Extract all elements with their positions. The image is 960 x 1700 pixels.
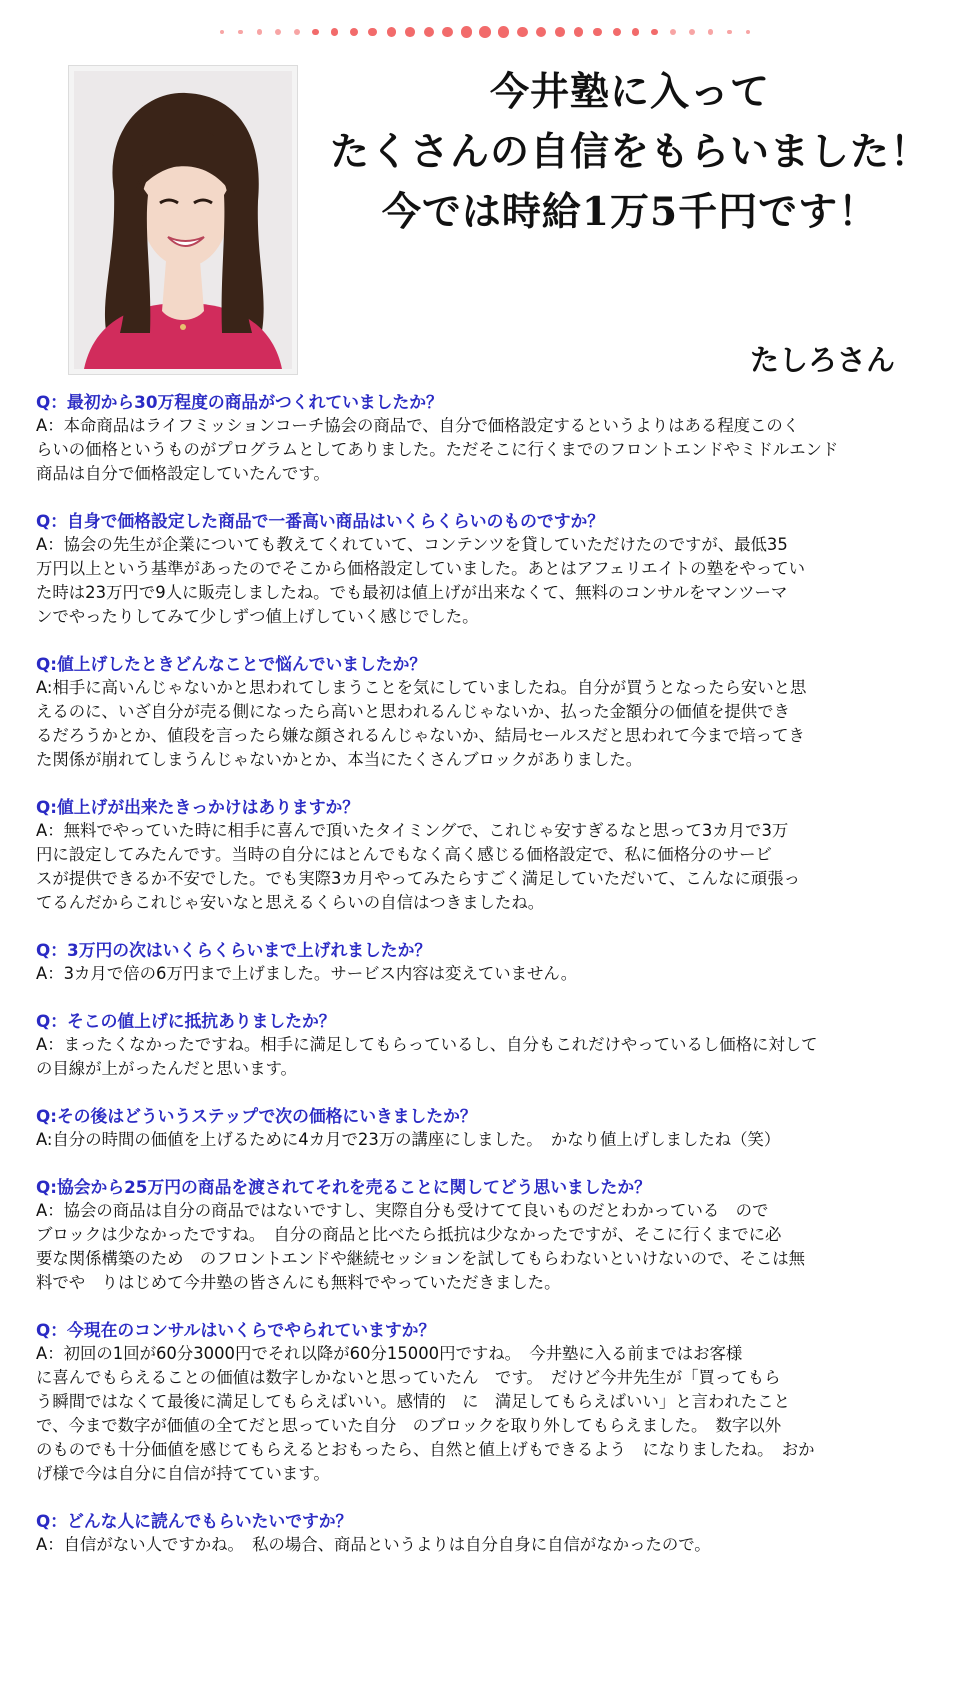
qa-item	[36, 938, 942, 986]
question: Q:協会から25万円の商品を渡されてそれを売ることに関してどう思いましたか？	[36, 1177, 651, 1197]
decorative-dot	[727, 30, 732, 35]
answer-line: ンでやったりしてみて少しずつ値上げしていく感じでした。	[36, 607, 479, 626]
qa-item	[36, 795, 942, 915]
answer-line: A：協会の先生が企業についても教えてくれていて、コンテンツを貸していただけたのですが、最低35	[36, 535, 788, 554]
answer-line: A：3カ月で倍の6万円まで上げました。サービス内容は変えていません。	[36, 964, 578, 983]
answer-line: た関係が崩れてしまうんじゃないかとか、本当にたくさんブロックがありました。	[36, 750, 643, 769]
qa-item	[36, 652, 942, 772]
answer-line: のものでも十分価値を感じてもらえるとおもったら、自然と値上げもできるよう になりましたね。 おか	[36, 1440, 815, 1459]
decorative-dot	[424, 27, 434, 37]
qa-item	[36, 1104, 942, 1152]
decorative-dot	[257, 29, 262, 34]
qa-list	[36, 390, 942, 1580]
answer-line: ブロックは少なかったですね。 自分の商品と比べたら抵抗は少なかったですが、そこに行くまでに必	[36, 1225, 782, 1244]
question: Q:値上げが出来たきっかけはありますか？	[36, 797, 360, 817]
answer-line: A：協会の商品は自分の商品ではないですし、実際自分も受けてて良いものだとわかっている ので	[36, 1201, 769, 1220]
answer-line: た時は23万円で9人に販売しましたね。でも最初は値上げが出来なくて、無料のコンサルをマンツーマ	[36, 583, 788, 602]
answer-line: A：本命商品はライフミッションコーチ協会の商品で、自分で価格設定するというよりはある程度このく	[36, 416, 800, 435]
decorative-dot	[387, 27, 396, 36]
decorative-dot	[442, 27, 453, 38]
decorative-dot	[746, 30, 750, 34]
decorative-dot-divider	[0, 24, 960, 40]
decorative-dot	[689, 29, 695, 35]
answer-line: A：初回の1回が60分3000円でそれ以降が60分15000円ですね。 今井塾に入る前まではお客様	[36, 1344, 743, 1363]
question: Q：どんな人に読んでもらいたいですか？	[36, 1511, 353, 1531]
answer	[36, 1533, 942, 1557]
question: Q:その後はどういうステップで次の価格にいきましたか？	[36, 1106, 477, 1126]
answer-line: らいの価格というものがプログラムとしてありました。ただそこに行くまでのフロントエンドやミドルエンド	[36, 440, 839, 459]
decorative-dot	[613, 28, 621, 36]
answer-line: に喜んでもらえることの価値は数字しかないと思っていたん です。 だけど今井先生が「買ってもら	[36, 1368, 781, 1387]
qa-item	[36, 509, 942, 629]
qa-item	[36, 1175, 942, 1295]
decorative-dot	[294, 29, 300, 35]
answer-line: 料でや りはじめて今井塾の皆さんにも無料でやっていただきました。	[36, 1273, 561, 1292]
question: Q：今現在のコンサルはいくらでやられていますか？	[36, 1320, 436, 1340]
decorative-dot	[670, 29, 676, 35]
headline-line: 今井塾に入って	[489, 69, 770, 115]
decorative-dot	[220, 30, 224, 34]
portrait-photo-frame	[68, 65, 298, 375]
qa-item	[36, 1509, 942, 1557]
decorative-dot	[331, 28, 338, 35]
answer-line: 商品は自分で価格設定していたんです。	[36, 464, 330, 483]
answer	[36, 1033, 942, 1081]
question: Q：最初から30万程度の商品がつくれていましたか？	[36, 392, 443, 412]
decorative-dot	[368, 28, 377, 37]
headline	[330, 62, 930, 242]
answer-line: スが提供できるか不安でした。でも実際3カ月やってみたらすごく満足していただいて、こんなに頑張っ	[36, 869, 801, 888]
answer-line: う瞬間ではなくて最後に満足してもらえばいい。感情的 に 満足してもらえばいい」と言われたこと	[36, 1392, 790, 1411]
decorative-dot	[651, 29, 658, 36]
answer-line: A：無料でやっていた時に相手に喜んで頂いたタイミングで、これじゃ安すぎるなと思って3カ月で3万	[36, 821, 789, 840]
decorative-dot	[708, 29, 713, 34]
qa-item	[36, 1318, 942, 1486]
decorative-dot	[574, 27, 583, 36]
decorative-dot	[555, 27, 565, 37]
answer-line: るだろうかとか、値段を言ったら嫌な顔されるんじゃないか、結局セールスだと思われて今まで培ってき	[36, 726, 805, 745]
answer	[36, 819, 942, 915]
answer-line: A:自分の時間の価値を上げるために4カ月で23万の講座にしました。 かなり値上げしましたね（笑）	[36, 1130, 781, 1149]
decorative-dot	[350, 28, 358, 36]
answer	[36, 1128, 942, 1152]
answer	[36, 1199, 942, 1295]
decorative-dot	[498, 26, 509, 37]
answer-line: げ様で今は自分に自信が持てています。	[36, 1464, 330, 1483]
decorative-dot	[275, 29, 281, 35]
headline-line: たくさんの自信をもらいました！	[330, 129, 931, 175]
decorative-dot	[517, 27, 528, 38]
qa-item	[36, 1009, 942, 1081]
answer-line: A：まったくなかったですね。相手に満足してもらっているし、自分もこれだけやっているし価格に対して	[36, 1035, 818, 1054]
answer	[36, 533, 942, 629]
answer-line: てるんだからこれじゃ安いなと思えるくらいの自信はつきましたね。	[36, 893, 545, 912]
question: Q:値上げしたときどんなことで悩んでいましたか？	[36, 654, 427, 674]
answer	[36, 414, 942, 486]
answer-line: で、今まで数字が価値の全てだと思っていた自分 のブロックを取り外してもらえました。 数字以外	[36, 1416, 782, 1435]
answer-line: えるのに、いざ自分が売る側になったら高いと思われるんじゃないか、払った金額分の価値を提供でき	[36, 702, 790, 721]
decorative-dot	[479, 26, 491, 38]
author-name: たしろさん	[750, 343, 896, 377]
answer-line: 万円以上という基準があったのでそこから価格設定していました。あとはアフェリエイトの塾をやってい	[36, 559, 806, 578]
question: Q：そこの値上げに抵抗ありましたか？	[36, 1011, 336, 1031]
answer	[36, 676, 942, 772]
headline-line: 今では時給1万5千円です！	[381, 189, 879, 235]
qa-item	[36, 390, 942, 486]
decorative-dot	[632, 28, 639, 35]
decorative-dot	[405, 27, 415, 37]
answer-line: A:相手に高いんじゃないかと思われてしまうことを気にしていましたね。自分が買うとなったら安いと思	[36, 678, 807, 697]
answer	[36, 962, 942, 986]
question: Q：3万円の次はいくらくらいまで上げれましたか？	[36, 940, 432, 960]
answer-line: 要な関係構築のため のフロントエンドや継続セッションを試してもらわないといけないので、そこは無	[36, 1249, 806, 1268]
answer	[36, 1342, 942, 1486]
decorative-dot	[536, 27, 546, 37]
answer-line: の目線が上がったんだと思います。	[36, 1059, 297, 1078]
decorative-dot	[312, 29, 319, 36]
question: Q：自身で価格設定した商品で一番高い商品はいくらくらいのものですか？	[36, 511, 605, 531]
woman-portrait-photo	[74, 71, 292, 369]
decorative-dot	[461, 26, 472, 37]
decorative-dot	[593, 28, 602, 37]
answer-line: 円に設定してみたんです。当時の自分にはとんでもなく高く感じる価格設定で、私に価格分のサービ	[36, 845, 772, 864]
answer-line: A：自信がない人ですかね。 私の場合、商品というよりは自分自身に自信がなかったので。	[36, 1535, 711, 1554]
decorative-dot	[238, 30, 243, 35]
